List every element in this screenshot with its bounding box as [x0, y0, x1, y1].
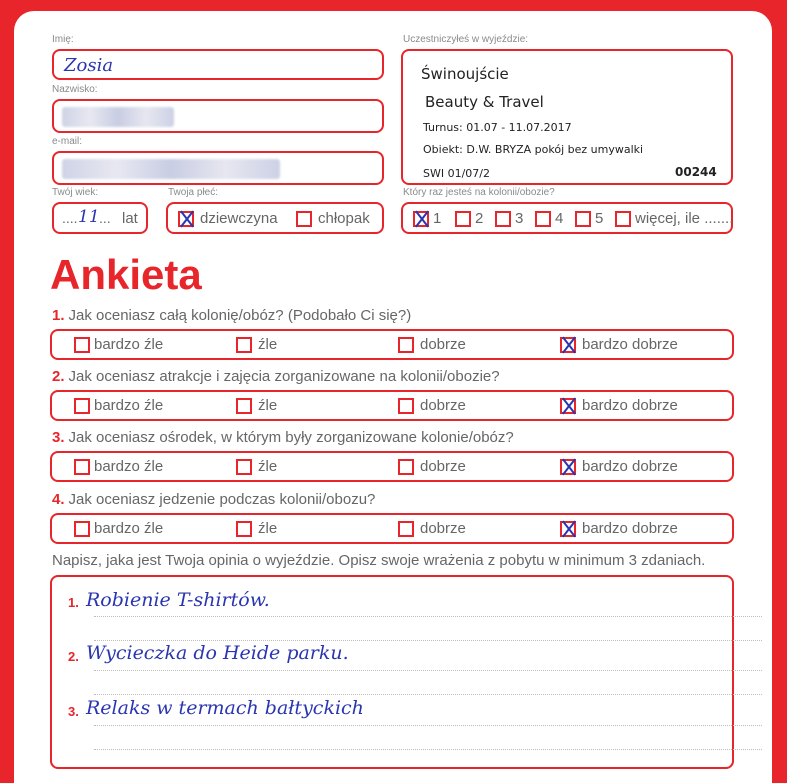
- name-field[interactable]: [52, 49, 384, 80]
- times-field: [401, 202, 733, 234]
- answer-3-number: 3.: [68, 704, 79, 719]
- question-3-option-3: dobrze: [420, 458, 466, 475]
- question-4-options: [50, 513, 734, 544]
- question-1-checkbox-1[interactable]: [74, 337, 90, 353]
- question-1-checkbox-3[interactable]: [398, 337, 414, 353]
- gender-boy-checkbox[interactable]: [296, 211, 312, 227]
- answer-1-text: Robienie T-shirtów.: [86, 589, 270, 611]
- question-3-text: Jak oceniasz ośrodek, w którym były zorganizowane kolonie/obóz?: [68, 429, 514, 446]
- question-3-checkbox-2[interactable]: [236, 459, 252, 475]
- gender-label: Twoja płeć:: [168, 187, 219, 198]
- question-2-number: 2.: [52, 368, 65, 385]
- surname-label: Nazwisko:: [52, 84, 98, 95]
- trip-obiekt: Obiekt: D.W. BRYZA pokój bez umywalki: [423, 143, 644, 156]
- times-option-4: 4: [555, 210, 564, 227]
- question-4-checkbox-4[interactable]: [560, 521, 576, 537]
- opinion-prompt: Napisz, jaka jest Twoja opinia o wyjeździe. Opisz swoje wrażenia z pobytu w minimum 3 zdaniach.: [52, 552, 706, 569]
- times-label: Który raz jesteś na kolonii/obozie?: [403, 187, 555, 198]
- age-label: Twój wiek:: [52, 187, 99, 198]
- question-1-text: Jak oceniasz całą kolonię/obóz? (Podobało Ci się?): [68, 307, 412, 324]
- question-3-option-1: bardzo źle: [94, 458, 164, 475]
- gender-option-boy: chłopak: [318, 210, 370, 227]
- question-3-option-2: źle: [258, 458, 278, 475]
- gender-field: [166, 202, 384, 234]
- name-label: Imię:: [52, 34, 74, 45]
- answer-2-number: 2.: [68, 649, 79, 664]
- question-4-text: Jak oceniasz jedzenie podczas kolonii/obozu?: [68, 491, 376, 508]
- times-checkbox-3[interactable]: [495, 211, 511, 227]
- question-3-checkbox-3[interactable]: [398, 459, 414, 475]
- surname-field[interactable]: [52, 99, 384, 133]
- survey-sheet: [14, 11, 772, 783]
- question-1-options: [50, 329, 734, 360]
- question-3-checkbox-1[interactable]: [74, 459, 90, 475]
- answer-2-text: Wycieczka do Heide parku.: [86, 642, 349, 664]
- times-option-2: 2: [475, 210, 484, 227]
- survey-title: Ankieta: [50, 251, 202, 298]
- question-2-checkbox-2[interactable]: [236, 398, 252, 414]
- question-4-option-3: dobrze: [420, 520, 466, 537]
- age-field[interactable]: .... 11 ... lat: [52, 202, 148, 234]
- question-2-options: [50, 390, 734, 421]
- age-value: 11: [78, 207, 100, 227]
- question-4-number: 4.: [52, 491, 65, 508]
- opinion-box[interactable]: [50, 575, 734, 769]
- question-1-checkbox-4[interactable]: [560, 337, 576, 353]
- question-2-checkbox-3[interactable]: [398, 398, 414, 414]
- question-2-option-4: bardzo dobrze: [582, 397, 678, 414]
- question-4-option-1: bardzo źle: [94, 520, 164, 537]
- email-label: e-mail:: [52, 136, 83, 147]
- question-3-option-4: bardzo dobrze: [582, 458, 678, 475]
- times-option-5: 5: [595, 210, 604, 227]
- question-1-checkbox-2[interactable]: [236, 337, 252, 353]
- question-2-option-1: bardzo źle: [94, 397, 164, 414]
- question-2-checkbox-4[interactable]: [560, 398, 576, 414]
- redacted-email: [62, 159, 280, 179]
- question-1-option-3: dobrze: [420, 336, 466, 353]
- question-1-option-1: bardzo źle: [94, 336, 164, 353]
- times-checkbox-more[interactable]: [615, 211, 631, 227]
- question-3-number: 3.: [52, 429, 65, 446]
- gender-girl-checkbox[interactable]: [178, 211, 194, 227]
- trip-number: 00244: [675, 165, 717, 179]
- redacted-surname: [62, 107, 174, 127]
- question-1-label: [52, 307, 411, 324]
- times-option-more: więcej, ile .......: [635, 210, 734, 227]
- times-checkbox-5[interactable]: [575, 211, 591, 227]
- question-2-checkbox-1[interactable]: [74, 398, 90, 414]
- email-field[interactable]: [52, 151, 384, 185]
- times-checkbox-2[interactable]: [455, 211, 471, 227]
- question-3-options: [50, 451, 734, 482]
- question-4-option-2: źle: [258, 520, 278, 537]
- trip-turnus: Turnus: 01.07 - 11.07.2017: [423, 121, 572, 134]
- question-1-option-4: bardzo dobrze: [582, 336, 678, 353]
- times-option-3: 3: [515, 210, 524, 227]
- answer-1-number: 1.: [68, 595, 79, 610]
- times-option-1: 1: [433, 210, 442, 227]
- trip-city: Świnoujście: [421, 65, 509, 83]
- question-1-number: 1.: [52, 307, 65, 324]
- trip-info-box: [401, 49, 733, 185]
- trip-program: Beauty & Travel: [425, 93, 544, 111]
- question-4-label: [52, 491, 375, 508]
- trip-label: Uczestniczyłeś w wyjeździe:: [403, 34, 529, 45]
- question-3-checkbox-4[interactable]: [560, 459, 576, 475]
- question-4-checkbox-3[interactable]: [398, 521, 414, 537]
- question-2-text: Jak oceniasz atrakcje i zajęcia zorganizowane na kolonii/obozie?: [68, 368, 500, 385]
- question-2-label: [52, 368, 500, 385]
- answer-3-text: Relaks w termach bałtyckich: [86, 697, 364, 719]
- question-4-option-4: bardzo dobrze: [582, 520, 678, 537]
- question-4-checkbox-2[interactable]: [236, 521, 252, 537]
- question-1-option-2: źle: [258, 336, 278, 353]
- question-2-option-2: źle: [258, 397, 278, 414]
- trip-code: SWI 01/07/2: [423, 167, 491, 180]
- question-3-label: [52, 429, 514, 446]
- times-checkbox-1[interactable]: [413, 211, 429, 227]
- gender-option-girl: dziewczyna: [200, 210, 278, 227]
- question-2-option-3: dobrze: [420, 397, 466, 414]
- times-checkbox-4[interactable]: [535, 211, 551, 227]
- question-4-checkbox-1[interactable]: [74, 521, 90, 537]
- age-unit: lat: [122, 210, 138, 227]
- name-value: Zosia: [64, 55, 114, 76]
